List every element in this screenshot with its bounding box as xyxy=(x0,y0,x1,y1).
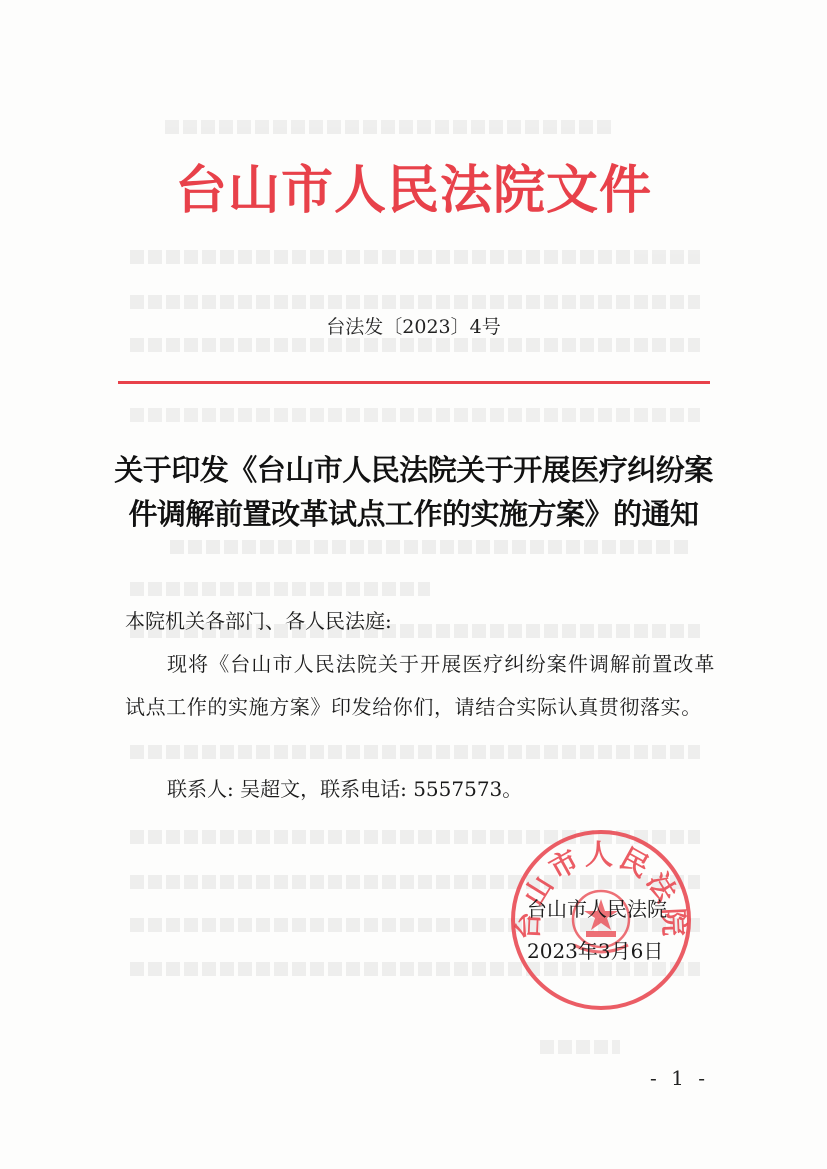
notice-title-line-2: 件调解前置改革试点工作的实施方案》的通知 xyxy=(128,497,699,531)
contact-line: 联系人: 吴超文，联系电话: 5557573。 xyxy=(167,777,523,801)
red-separator-rule xyxy=(118,381,710,384)
page-number: - 1 - xyxy=(650,1066,709,1090)
signing-date: 2023年3月6日 xyxy=(527,939,664,963)
document-number: 台法发〔2023〕4号 xyxy=(326,316,501,338)
seal-text: 台山市人民法院 xyxy=(511,838,691,941)
svg-text:台山市人民法院 xyxy=(511,838,690,941)
issuing-authority-header: 台山市人民法院文件 xyxy=(174,161,652,221)
body-paragraph: 现将《台山市人民法院关于开展医疗纠纷案件调解前置改革试点工作的实施方案》印发给你们，请结合实际认真贯彻落实。 xyxy=(125,652,715,719)
notice-title-line-1: 关于印发《台山市人民法院关于开展医疗纠纷案 xyxy=(114,453,713,487)
signing-authority: 台山市人民法院 xyxy=(527,897,667,921)
addressee-line: 本院机关各部门、各人民法庭: xyxy=(125,609,392,633)
notice-title xyxy=(100,448,727,536)
